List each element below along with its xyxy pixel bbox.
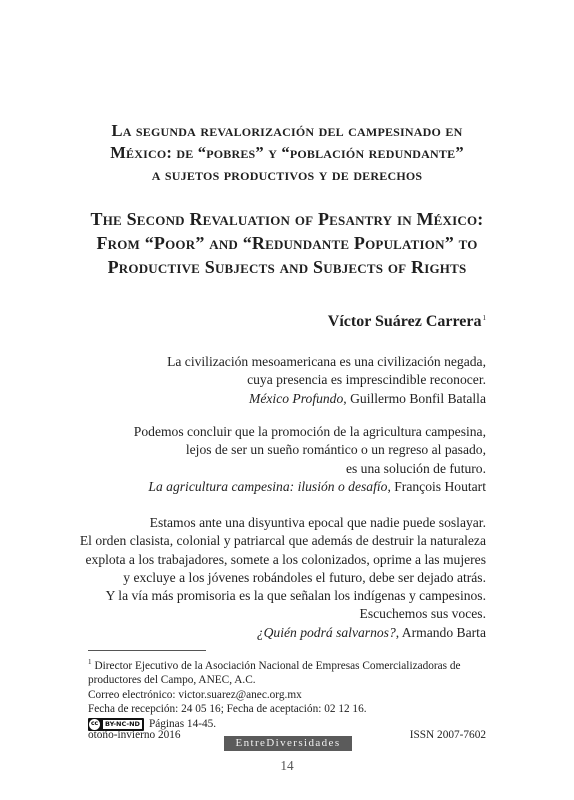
epigraph-source-author: , François Houtart — [387, 478, 486, 494]
epigraph-line: Escuchemos sus voces. — [359, 606, 486, 622]
page-number: 14 — [280, 758, 294, 773]
epigraph-source-author: , Armando Barta — [395, 624, 486, 640]
author-footnote-mark[interactable]: 1 — [482, 313, 486, 322]
footnote-email[interactable]: Correo electrónico: victor.suarez@anec.org.mx — [88, 688, 302, 701]
page-range: Páginas 14-45. — [148, 718, 217, 731]
epigraph-line: explota a los trabajadores, somete a los colonizados, oprime a las mujeres — [85, 551, 486, 567]
epigraph-line: lejos de ser un sueño romántico o un regreso al pasado, — [185, 442, 486, 458]
epigraph-3 — [46, 514, 486, 642]
author — [328, 313, 486, 331]
title-en-line-1: The Second Revaluation of Pesantry in México: — [90, 209, 484, 229]
license-label: BY-NC-ND — [102, 719, 143, 730]
footnote — [88, 655, 508, 732]
footnote-divider — [88, 650, 206, 651]
epigraph-line: La civilización mesoamericana es una civilización negada, — [167, 354, 486, 369]
epigraph-line: cuya presencia es imprescindible reconocer. — [247, 372, 486, 388]
epigraph-line: es una solución de futuro. — [345, 460, 486, 476]
epigraph-source-title: ¿Quién podrá salvarnos? — [256, 624, 396, 640]
journal-name-box: EntreDiversidades — [224, 736, 352, 751]
issue-season: otoño-invierno 2016 — [88, 729, 181, 741]
title-en-line-2: From “Poor” and “Redundante Population” to — [96, 233, 478, 253]
epigraph-source — [46, 390, 486, 408]
epigraph-source-title: La agricultura campesina: ilusión o desafío — [148, 478, 388, 494]
title-en-line-3: Productive Subjects and Subjects of Rights — [107, 257, 467, 277]
footnote-mark: 1 — [88, 658, 92, 666]
title-spanish — [40, 120, 534, 186]
epigraph-1 — [46, 353, 486, 408]
issn: ISSN 2007-7602 — [409, 729, 486, 741]
epigraph-source — [46, 478, 486, 496]
epigraph-line: Estamos ante una disyuntiva epocal que nadie puede soslayar. — [149, 515, 486, 530]
epigraph-source-author: , Guillermo Bonfil Batalla — [343, 390, 486, 406]
epigraph-2 — [46, 423, 486, 496]
footnote-affiliation-line-1: Director Ejecutivo de la Asociación Nacional de Empresas Comercializadoras de — [94, 659, 461, 672]
footnote-affiliation-line-2: productores del Campo, ANEC, A.C. — [88, 674, 256, 687]
epigraph-line: y excluye a los jóvenes robándoles el futuro, debe ser dejado atrás. — [123, 569, 486, 585]
epigraph-source — [46, 624, 486, 642]
title-es-line-3: a sujetos productivos y de derechos — [151, 165, 423, 184]
footnote-affiliation — [88, 655, 508, 673]
title-english — [40, 207, 534, 279]
title-es-line-2: México: de “pobres” y “población redundante” — [110, 143, 464, 162]
footnote-dates: Fecha de recepción: 24 05 16; Fecha de aceptación: 02 12 16. — [88, 702, 367, 715]
epigraph-line: El orden clasista, colonial y patriarcal que además de destruir la naturaleza — [79, 533, 486, 549]
title-es-line-1: La segunda revalorización del campesinado en — [111, 121, 463, 140]
creative-commons-icon: cc — [89, 719, 100, 730]
author-name: Víctor Suárez Carrera — [327, 313, 482, 330]
epigraph-line: Podemos concluir que la promoción de la agricultura campesina, — [133, 424, 486, 439]
epigraph-line: Y la vía más promisoria es la que señalan los indígenas y campesinos. — [105, 588, 486, 604]
epigraph-source-title: México Profundo — [249, 390, 344, 406]
